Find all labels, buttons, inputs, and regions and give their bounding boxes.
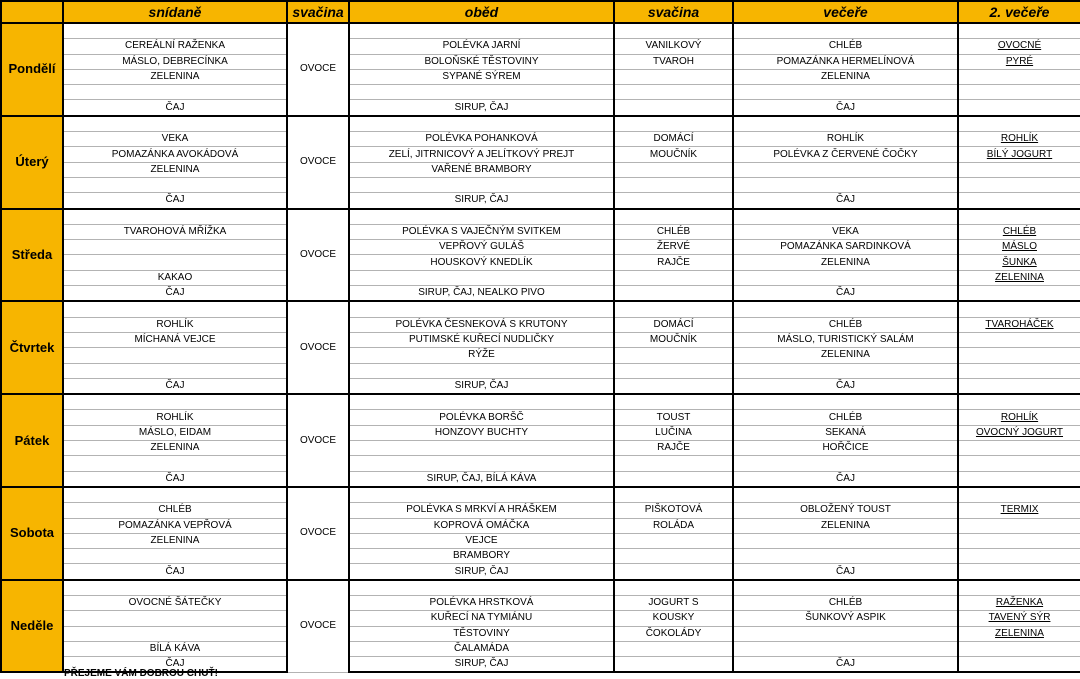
second-vecere-text: ZELENINA [995, 627, 1044, 639]
second-vecere-cell [958, 549, 1080, 564]
menu-row [1, 518, 1080, 533]
obed-cell: POLÉVKA BORŠČ [349, 410, 614, 425]
second-vecere-cell [958, 162, 1080, 177]
second-vecere-cell [958, 657, 1080, 673]
menu-row [1, 286, 1080, 302]
svacina-morning-cell: OVOCE [287, 116, 349, 209]
second-vecere-cell [958, 378, 1080, 394]
svacina-morning-cell: OVOCE [287, 487, 349, 580]
second-vecere-cell [958, 317, 1080, 332]
header-obed: oběd [349, 1, 614, 23]
second-vecere-cell [958, 611, 1080, 626]
obed-cell: POLÉVKA S MRKVÍ A HRÁŠKEM [349, 503, 614, 518]
obed-cell [349, 487, 614, 503]
snidane-cell [63, 626, 287, 641]
menu-row [1, 193, 1080, 209]
second-vecere-text: ROHLÍK [1000, 133, 1039, 145]
obed-cell: ČALAMÁDA [349, 641, 614, 656]
svacina-afternoon-cell [614, 657, 733, 673]
menu-row [1, 626, 1080, 641]
obed-cell [349, 209, 614, 225]
vecere-cell [733, 641, 958, 656]
svacina-afternoon-cell [614, 23, 733, 39]
vecere-cell: OBLOŽENÝ TOUST [733, 503, 958, 518]
snidane-cell [63, 209, 287, 225]
svacina-afternoon-cell: TOUST [614, 410, 733, 425]
obed-cell: HOUSKOVÝ KNEDLÍK [349, 255, 614, 270]
menu-row [1, 503, 1080, 518]
svacina-afternoon-cell: MOUČNÍK [614, 332, 733, 347]
menu-row [1, 378, 1080, 394]
snidane-cell: MÍCHANÁ VEJCE [63, 332, 287, 347]
obed-cell [349, 177, 614, 192]
menu-row [1, 54, 1080, 69]
second-vecere-text: OVOCNÝ JOGURT [975, 426, 1064, 438]
menu-row [1, 317, 1080, 332]
vecere-cell: POMAZÁNKA HERMELÍNOVÁ [733, 54, 958, 69]
svacina-morning-cell: OVOCE [287, 580, 349, 673]
footer-wish: PŘEJEME VÁM DOBROU CHUŤ! [64, 668, 218, 679]
second-vecere-cell [958, 301, 1080, 317]
obed-cell [349, 394, 614, 410]
second-vecere-cell [958, 332, 1080, 347]
second-vecere-text: TVAROHÁČEK [985, 318, 1054, 330]
menu-body [1, 23, 1080, 672]
svacina-morning-cell: OVOCE [287, 23, 349, 116]
second-vecere-cell [958, 147, 1080, 162]
vecere-cell: ČAJ [733, 378, 958, 394]
obed-cell: SIRUP, ČAJ [349, 193, 614, 209]
obed-cell [349, 85, 614, 100]
svacina-afternoon-cell: DOMÁCÍ [614, 132, 733, 147]
second-vecere-cell [958, 132, 1080, 147]
svacina-afternoon-cell [614, 162, 733, 177]
svacina-afternoon-cell: RAJČE [614, 441, 733, 456]
snidane-cell [63, 301, 287, 317]
vecere-cell [733, 533, 958, 548]
obed-cell [349, 270, 614, 285]
obed-cell: SYPANÉ SÝREM [349, 69, 614, 84]
obed-cell: HONZOVY BUCHTY [349, 425, 614, 440]
vecere-cell: CHLÉB [733, 39, 958, 54]
vecere-cell: ČAJ [733, 471, 958, 487]
obed-cell: ZELÍ, JITRNICOVÝ A JELÍTKOVÝ PREJT [349, 147, 614, 162]
second-vecere-text: RAŽENKA [995, 597, 1044, 609]
vecere-cell [733, 626, 958, 641]
second-vecere-cell [958, 209, 1080, 225]
menu-row [1, 611, 1080, 626]
svacina-afternoon-cell: DOMÁCÍ [614, 317, 733, 332]
svacina-afternoon-cell [614, 487, 733, 503]
second-vecere-text: PYRÉ [1005, 55, 1034, 67]
vecere-cell [733, 85, 958, 100]
snidane-cell [63, 255, 287, 270]
second-vecere-cell [958, 100, 1080, 116]
obed-cell [349, 456, 614, 471]
svacina-afternoon-cell [614, 270, 733, 285]
snidane-cell [63, 580, 287, 596]
snidane-cell: ROHLÍK [63, 410, 287, 425]
vecere-cell: HOŘČICE [733, 441, 958, 456]
menu-row [1, 177, 1080, 192]
svacina-afternoon-cell [614, 363, 733, 378]
header-snidane: snídaně [63, 1, 287, 23]
second-vecere-cell [958, 425, 1080, 440]
menu-row [1, 69, 1080, 84]
second-vecere-cell [958, 456, 1080, 471]
svacina-afternoon-cell [614, 549, 733, 564]
svacina-afternoon-cell: MOUČNÍK [614, 147, 733, 162]
menu-row [1, 487, 1080, 503]
vecere-cell [733, 23, 958, 39]
svacina-afternoon-cell [614, 394, 733, 410]
snidane-cell: OVOCNÉ ŠÁTEČKY [63, 595, 287, 610]
vecere-cell [733, 394, 958, 410]
snidane-cell: ZELENINA [63, 533, 287, 548]
second-vecere-text: OVOCNÉ [997, 40, 1042, 52]
vecere-cell: ČAJ [733, 564, 958, 580]
second-vecere-cell [958, 641, 1080, 656]
svacina-afternoon-cell: VANILKOVÝ [614, 39, 733, 54]
vecere-cell [733, 270, 958, 285]
second-vecere-cell [958, 580, 1080, 596]
svacina-afternoon-cell: ČOKOLÁDY [614, 626, 733, 641]
obed-cell: KOPROVÁ OMÁČKA [349, 518, 614, 533]
menu-row [1, 363, 1080, 378]
vecere-cell: ČAJ [733, 100, 958, 116]
vecere-cell [733, 549, 958, 564]
snidane-cell: KAKAO [63, 270, 287, 285]
svacina-afternoon-cell [614, 177, 733, 192]
snidane-cell [63, 611, 287, 626]
second-vecere-cell [958, 471, 1080, 487]
day-label: Pondělí [1, 23, 63, 116]
svacina-morning-cell: OVOCE [287, 301, 349, 394]
vecere-cell: CHLÉB [733, 595, 958, 610]
obed-cell: POLÉVKA S VAJEČNÝM SVITKEM [349, 224, 614, 239]
svacina-afternoon-cell: JOGURT S [614, 595, 733, 610]
menu-row [1, 132, 1080, 147]
snidane-cell: ROHLÍK [63, 317, 287, 332]
snidane-cell: VEKA [63, 132, 287, 147]
menu-row [1, 456, 1080, 471]
snidane-cell [63, 363, 287, 378]
svacina-afternoon-cell [614, 209, 733, 225]
obed-cell: PUTIMSKÉ KUŘECÍ NUDLIČKY [349, 332, 614, 347]
snidane-cell: ČAJ [63, 471, 287, 487]
menu-row [1, 209, 1080, 225]
second-vecere-cell [958, 85, 1080, 100]
header-second-vecere: 2. večeře [958, 1, 1080, 23]
snidane-cell [63, 394, 287, 410]
snidane-cell [63, 549, 287, 564]
obed-cell: POLÉVKA POHANKOVÁ [349, 132, 614, 147]
second-vecere-text: ROHLÍK [1000, 411, 1039, 423]
svacina-afternoon-cell: LUČINA [614, 425, 733, 440]
menu-row [1, 441, 1080, 456]
obed-cell: POLÉVKA HRSTKOVÁ [349, 595, 614, 610]
snidane-cell: CHLÉB [63, 503, 287, 518]
snidane-cell: ČAJ [63, 100, 287, 116]
svacina-afternoon-cell [614, 564, 733, 580]
obed-cell [349, 441, 614, 456]
svacina-afternoon-cell: PIŠKOTOVÁ [614, 503, 733, 518]
menu-row [1, 549, 1080, 564]
svacina-afternoon-cell [614, 580, 733, 596]
vecere-cell: ŠUNKOVÝ ASPIK [733, 611, 958, 626]
second-vecere-cell [958, 487, 1080, 503]
second-vecere-cell [958, 503, 1080, 518]
vecere-cell: ČAJ [733, 657, 958, 673]
second-vecere-cell [958, 54, 1080, 69]
menu-row [1, 23, 1080, 39]
obed-cell: SIRUP, ČAJ [349, 378, 614, 394]
svacina-afternoon-cell [614, 286, 733, 302]
menu-row [1, 224, 1080, 239]
svacina-afternoon-cell [614, 100, 733, 116]
svacina-afternoon-cell: KOUSKY [614, 611, 733, 626]
second-vecere-cell [958, 286, 1080, 302]
snidane-cell: ČAJ [63, 193, 287, 209]
obed-cell: SIRUP, ČAJ [349, 100, 614, 116]
day-label: Čtvrtek [1, 301, 63, 394]
second-vecere-cell [958, 564, 1080, 580]
vecere-cell [733, 209, 958, 225]
second-vecere-cell [958, 410, 1080, 425]
obed-cell: SIRUP, ČAJ [349, 564, 614, 580]
menu-row [1, 471, 1080, 487]
menu-row [1, 641, 1080, 656]
menu-row [1, 595, 1080, 610]
vecere-cell: POLÉVKA Z ČERVENÉ ČOČKY [733, 147, 958, 162]
obed-cell: VEJCE [349, 533, 614, 548]
svacina-morning-cell: OVOCE [287, 394, 349, 487]
snidane-cell: ZELENINA [63, 162, 287, 177]
second-vecere-cell [958, 193, 1080, 209]
snidane-cell: ČAJ [63, 657, 287, 673]
second-vecere-text: MÁSLO [1001, 241, 1037, 253]
vecere-cell: SEKANÁ [733, 425, 958, 440]
menu-row [1, 301, 1080, 317]
obed-cell: SIRUP, ČAJ [349, 657, 614, 673]
snidane-cell [63, 85, 287, 100]
header-svacina-afternoon: svačina [614, 1, 733, 23]
second-vecere-cell [958, 69, 1080, 84]
menu-row [1, 533, 1080, 548]
svacina-afternoon-cell: TVAROH [614, 54, 733, 69]
day-label: Středa [1, 209, 63, 302]
snidane-cell [63, 240, 287, 255]
obed-cell: SIRUP, ČAJ, NEALKO PIVO [349, 286, 614, 302]
vecere-cell [733, 116, 958, 132]
snidane-cell [63, 348, 287, 363]
svacina-afternoon-cell [614, 456, 733, 471]
obed-cell: TĚSTOVINY [349, 626, 614, 641]
snidane-cell: ČAJ [63, 564, 287, 580]
snidane-cell: ČAJ [63, 286, 287, 302]
snidane-cell [63, 177, 287, 192]
second-vecere-cell [958, 270, 1080, 285]
vecere-cell: ZELENINA [733, 69, 958, 84]
svacina-afternoon-cell [614, 378, 733, 394]
menu-row [1, 410, 1080, 425]
snidane-cell: ZELENINA [63, 441, 287, 456]
vecere-cell: ČAJ [733, 193, 958, 209]
vecere-cell [733, 580, 958, 596]
second-vecere-text: BÍLÝ JOGURT [986, 148, 1053, 160]
second-vecere-text: CHLÉB [1002, 226, 1037, 237]
vecere-cell: ZELENINA [733, 255, 958, 270]
menu-row [1, 332, 1080, 347]
svacina-afternoon-cell [614, 69, 733, 84]
vecere-cell: MÁSLO, TURISTICKÝ SALÁM [733, 332, 958, 347]
menu-row [1, 425, 1080, 440]
svacina-afternoon-cell: ŽERVÉ [614, 240, 733, 255]
menu-row [1, 348, 1080, 363]
obed-cell [349, 580, 614, 596]
vecere-cell: VEKA [733, 224, 958, 239]
snidane-cell: POMAZÁNKA AVOKÁDOVÁ [63, 147, 287, 162]
obed-cell: SIRUP, ČAJ, BÍLÁ KÁVA [349, 471, 614, 487]
svacina-afternoon-cell [614, 641, 733, 656]
vecere-cell: ZELENINA [733, 518, 958, 533]
second-vecere-cell [958, 116, 1080, 132]
vecere-cell: CHLÉB [733, 410, 958, 425]
obed-cell [349, 301, 614, 317]
snidane-cell: ČAJ [63, 378, 287, 394]
snidane-cell: MÁSLO, DEBRECÍNKA [63, 54, 287, 69]
menu-row [1, 394, 1080, 410]
vecere-cell [733, 363, 958, 378]
snidane-cell: POMAZÁNKA VEPŘOVÁ [63, 518, 287, 533]
svacina-afternoon-cell [614, 301, 733, 317]
obed-cell [349, 363, 614, 378]
obed-cell: BOLOŇSKÉ TĚSTOVINY [349, 54, 614, 69]
second-vecere-text: ŠUNKA [1002, 256, 1037, 268]
second-vecere-cell [958, 177, 1080, 192]
vecere-cell: CHLÉB [733, 317, 958, 332]
snidane-cell [63, 23, 287, 39]
second-vecere-cell [958, 39, 1080, 54]
header-vecere: večeře [733, 1, 958, 23]
vecere-cell [733, 177, 958, 192]
svacina-morning-cell: OVOCE [287, 209, 349, 302]
vecere-cell [733, 487, 958, 503]
second-vecere-cell [958, 255, 1080, 270]
menu-row [1, 39, 1080, 54]
second-vecere-cell [958, 23, 1080, 39]
vecere-cell: POMAZÁNKA SARDINKOVÁ [733, 240, 958, 255]
obed-cell: POLÉVKA JARNÍ [349, 39, 614, 54]
menu-row [1, 147, 1080, 162]
menu-row [1, 564, 1080, 580]
svacina-afternoon-cell [614, 533, 733, 548]
menu-row [1, 162, 1080, 177]
obed-cell: RÝŽE [349, 348, 614, 363]
obed-cell: POLÉVKA ČESNEKOVÁ S KRUTONY [349, 317, 614, 332]
menu-row [1, 116, 1080, 132]
vecere-cell [733, 456, 958, 471]
svacina-afternoon-cell: RAJČE [614, 255, 733, 270]
second-vecere-text: ZELENINA [995, 271, 1044, 283]
svacina-afternoon-cell [614, 348, 733, 363]
obed-cell: VAŘENÉ BRAMBORY [349, 162, 614, 177]
vecere-cell: ZELENINA [733, 348, 958, 363]
snidane-cell: MÁSLO, EIDAM [63, 425, 287, 440]
obed-cell [349, 116, 614, 132]
second-vecere-cell [958, 363, 1080, 378]
snidane-cell [63, 116, 287, 132]
second-vecere-cell [958, 224, 1080, 239]
day-label: Úterý [1, 116, 63, 209]
svacina-afternoon-cell [614, 193, 733, 209]
second-vecere-cell [958, 626, 1080, 641]
obed-cell [349, 23, 614, 39]
second-vecere-cell [958, 394, 1080, 410]
second-vecere-cell [958, 348, 1080, 363]
svacina-afternoon-cell [614, 85, 733, 100]
obed-cell: VEPŘOVÝ GULÁŠ [349, 240, 614, 255]
svacina-afternoon-cell: ROLÁDA [614, 518, 733, 533]
svacina-afternoon-cell [614, 116, 733, 132]
menu-row [1, 580, 1080, 596]
menu-row [1, 255, 1080, 270]
snidane-cell: TVAROHOVÁ MŘÍŽKA [63, 224, 287, 239]
header-svacina-morning: svačina [287, 1, 349, 23]
day-label: Sobota [1, 487, 63, 580]
menu-row [1, 240, 1080, 255]
header-corner [1, 1, 63, 23]
svacina-afternoon-cell [614, 471, 733, 487]
second-vecere-cell [958, 518, 1080, 533]
second-vecere-text: TERMIX [1000, 504, 1039, 516]
snidane-cell: ZELENINA [63, 69, 287, 84]
snidane-cell [63, 456, 287, 471]
second-vecere-cell [958, 595, 1080, 610]
day-label: Pátek [1, 394, 63, 487]
second-vecere-text: TAVENÝ SÝR [988, 612, 1051, 624]
menu-row [1, 85, 1080, 100]
day-label: Neděle [1, 580, 63, 673]
vecere-cell: ČAJ [733, 286, 958, 302]
svacina-afternoon-cell: CHLÉB [614, 224, 733, 239]
menu-row [1, 100, 1080, 116]
second-vecere-cell [958, 533, 1080, 548]
obed-cell: KUŘECÍ NA TYMIÁNU [349, 611, 614, 626]
second-vecere-cell [958, 441, 1080, 456]
obed-cell: BRAMBORY [349, 549, 614, 564]
second-vecere-cell [958, 240, 1080, 255]
vecere-cell [733, 162, 958, 177]
snidane-cell: BÍLÁ KÁVA [63, 641, 287, 656]
vecere-cell: ROHLÍK [733, 132, 958, 147]
snidane-cell [63, 487, 287, 503]
snidane-cell: CEREÁLNÍ RAŽENKA [63, 39, 287, 54]
menu-row [1, 270, 1080, 285]
vecere-cell [733, 301, 958, 317]
header-row [1, 1, 1080, 23]
